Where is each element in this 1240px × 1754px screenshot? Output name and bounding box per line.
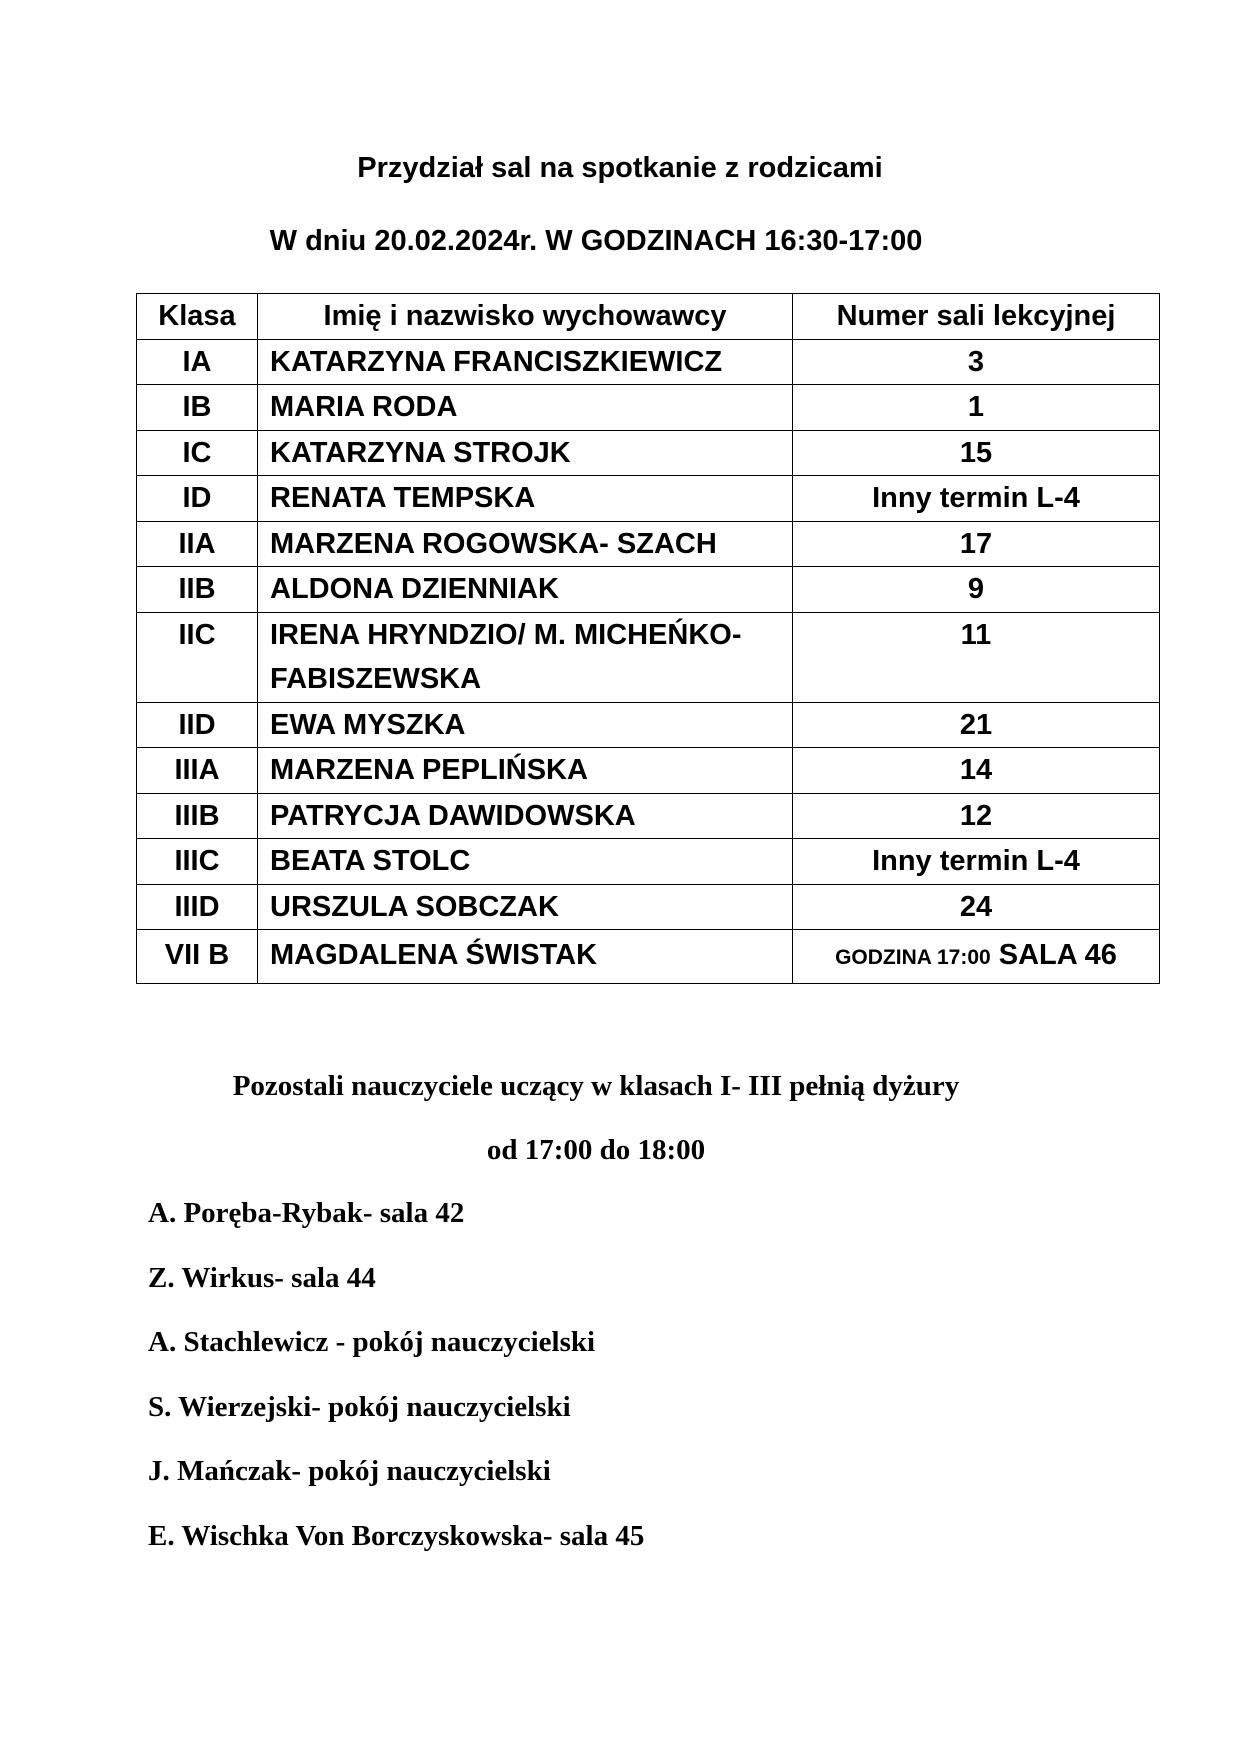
teacher-cell: MAGDALENA ŚWISTAK bbox=[258, 930, 793, 984]
class-cell: IIIB bbox=[137, 793, 258, 839]
header-room-number: Numer sali lekcyjnej bbox=[793, 294, 1160, 340]
room-cell: 21 bbox=[793, 702, 1160, 748]
teacher-cell: KATARZYNA FRANCISZKIEWICZ bbox=[258, 339, 793, 385]
class-cell: IIID bbox=[137, 884, 258, 930]
room-cell: 17 bbox=[793, 521, 1160, 567]
teacher-cell: URSZULA SOBCZAK bbox=[258, 884, 793, 930]
room-cell: 12 bbox=[793, 793, 1160, 839]
table-row bbox=[137, 385, 1160, 431]
class-cell: VII B bbox=[137, 930, 258, 984]
class-cell: IC bbox=[137, 430, 258, 476]
table-row bbox=[137, 839, 1160, 885]
document-title: Przydział sal na spotkanie z rodzicami bbox=[357, 152, 883, 184]
teacher-cell: EWA MYSZKA bbox=[258, 702, 793, 748]
teacher-cell: IRENA HRYNDZIO/ M. MICHEŃKO-FABISZEWSKA bbox=[258, 612, 793, 702]
table-row bbox=[137, 702, 1160, 748]
header-klasa: Klasa bbox=[137, 294, 258, 340]
teacher-cell: RENATA TEMPSKA bbox=[258, 476, 793, 522]
teacher-cell: BEATA STOLC bbox=[258, 839, 793, 885]
room-cell: 11 bbox=[793, 612, 1160, 702]
class-cell: IIC bbox=[137, 612, 258, 702]
class-cell: ID bbox=[137, 476, 258, 522]
header-teacher-name: Imię i nazwisko wychowawcy bbox=[258, 294, 793, 340]
class-cell: IID bbox=[137, 702, 258, 748]
room-cell: Inny termin L-4 bbox=[793, 839, 1160, 885]
teacher-cell: MARZENA ROGOWSKA- SZACH bbox=[258, 521, 793, 567]
room-cell: Inny termin L-4 bbox=[793, 476, 1160, 522]
table-row bbox=[137, 430, 1160, 476]
room-number: SALA 46 bbox=[998, 939, 1117, 971]
duty-note-line1: Pozostali nauczyciele uczący w klasach I- III pełnią dyżury bbox=[232, 1070, 960, 1102]
table-header-row bbox=[137, 294, 1160, 340]
teacher-cell: MARIA RODA bbox=[258, 385, 793, 431]
class-cell: IIA bbox=[137, 521, 258, 567]
table-row bbox=[137, 793, 1160, 839]
class-cell: IB bbox=[137, 385, 258, 431]
teacher-cell: PATRYCJA DAWIDOWSKA bbox=[258, 793, 793, 839]
room-cell bbox=[793, 930, 1160, 984]
teacher-cell: KATARZYNA STROJK bbox=[258, 430, 793, 476]
duty-note-line2: od 17:00 do 18:00 bbox=[486, 1134, 706, 1166]
list-item: E. Wischka Von Borczyskowska- sala 45 bbox=[148, 1519, 645, 1552]
list-item: S. Wierzejski- pokój nauczycielski bbox=[148, 1390, 571, 1423]
table-row bbox=[137, 748, 1160, 794]
list-item: Z. Wirkus- sala 44 bbox=[148, 1261, 376, 1294]
table-row bbox=[137, 476, 1160, 522]
room-cell: 3 bbox=[793, 339, 1160, 385]
table-row bbox=[137, 930, 1160, 984]
table-row bbox=[137, 612, 1160, 702]
table-row bbox=[137, 567, 1160, 613]
list-item: A. Poręba-Rybak- sala 42 bbox=[148, 1197, 465, 1229]
teacher-cell: ALDONA DZIENNIAK bbox=[258, 567, 793, 613]
room-cell: 24 bbox=[793, 884, 1160, 930]
document-subtitle: W dniu 20.02.2024r. W GODZINACH 16:30-17:00 bbox=[269, 225, 923, 257]
class-cell: IIIC bbox=[137, 839, 258, 885]
table-row bbox=[137, 339, 1160, 385]
room-assignment-table bbox=[136, 293, 1160, 984]
duty-teacher-list bbox=[148, 1196, 644, 1583]
class-cell: IA bbox=[137, 339, 258, 385]
table-row bbox=[137, 884, 1160, 930]
room-cell: 15 bbox=[793, 430, 1160, 476]
table-row bbox=[137, 521, 1160, 567]
class-cell: IIB bbox=[137, 567, 258, 613]
room-cell: 1 bbox=[793, 385, 1160, 431]
class-cell: IIIA bbox=[137, 748, 258, 794]
list-item: J. Mańczak- pokój nauczycielski bbox=[148, 1455, 551, 1487]
list-item: A. Stachlewicz - pokój nauczycielski bbox=[148, 1326, 596, 1358]
room-cell: 14 bbox=[793, 748, 1160, 794]
teacher-cell: MARZENA PEPLIŃSKA bbox=[258, 748, 793, 794]
room-time-note: GODZINA 17:00 bbox=[835, 946, 991, 969]
room-cell: 9 bbox=[793, 567, 1160, 613]
